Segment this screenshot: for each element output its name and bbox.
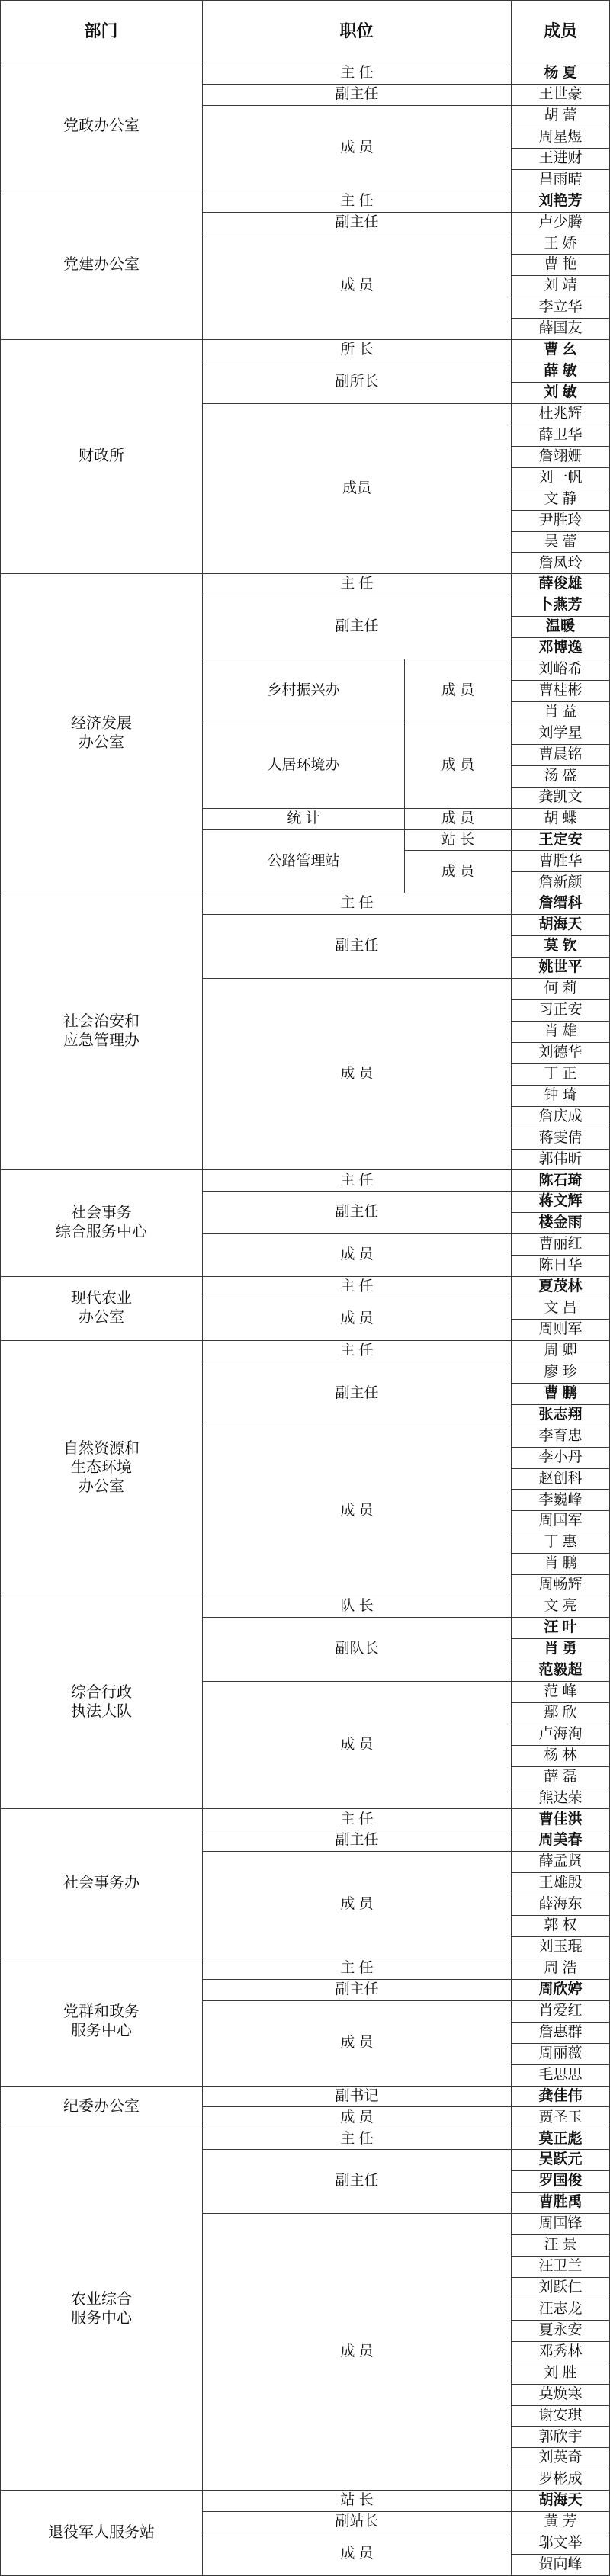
member-name: 周丽薇 bbox=[538, 2045, 583, 2061]
member-name: 李巍峰 bbox=[538, 1491, 583, 1508]
member-name: 詹庆成 bbox=[538, 1108, 583, 1124]
position-label: 副队长 bbox=[335, 1641, 379, 1657]
member-name: 王雄殷 bbox=[538, 1875, 583, 1891]
grid-line bbox=[511, 1085, 610, 1086]
member-name: 鄢 欣 bbox=[544, 1704, 577, 1721]
member-name: 邓秀林 bbox=[538, 2343, 583, 2359]
grid-line bbox=[511, 1383, 610, 1384]
member-name: 胡海天 bbox=[538, 2492, 583, 2509]
member-name: 曹 幺 bbox=[544, 342, 577, 358]
grid-line bbox=[511, 382, 610, 383]
grid-line bbox=[511, 2426, 610, 2427]
member-name: 杨 林 bbox=[544, 1747, 577, 1763]
member-name: 龚凯文 bbox=[538, 788, 583, 805]
grid-line bbox=[511, 1042, 610, 1043]
grid-line bbox=[511, 2320, 610, 2321]
position-label: 副站长 bbox=[335, 2513, 379, 2530]
position-label: 人居环境办 bbox=[267, 756, 340, 773]
position-label: 主 任 bbox=[340, 1172, 374, 1189]
grid-line bbox=[511, 957, 610, 958]
member-name: 周国军 bbox=[538, 1513, 583, 1529]
member-name: 习正安 bbox=[538, 1002, 583, 1019]
position-label: 成 员 bbox=[340, 1065, 374, 1082]
member-name: 姚世平 bbox=[538, 959, 583, 976]
member-name: 丁 惠 bbox=[544, 1534, 577, 1551]
member-name: 刘玉琨 bbox=[538, 1939, 583, 1955]
member-name: 詹凤玲 bbox=[538, 554, 583, 571]
member-name: 胡 蝶 bbox=[544, 810, 577, 826]
member-name: 汤 盛 bbox=[544, 767, 577, 784]
position-label: 成 员 bbox=[340, 1502, 374, 1519]
member-name: 吴 蕾 bbox=[544, 533, 577, 550]
grid-line bbox=[511, 787, 610, 788]
member-name: 陈日华 bbox=[538, 1257, 583, 1274]
grid-line bbox=[511, 1149, 610, 1150]
grid-line bbox=[202, 808, 610, 809]
member-name: 王定安 bbox=[538, 831, 583, 848]
member-name: 薛孟贤 bbox=[538, 1853, 583, 1870]
position-label: 成 员 bbox=[340, 277, 374, 294]
member-name: 曹佳洪 bbox=[538, 1811, 583, 1827]
member-name: 曹晨铭 bbox=[538, 746, 583, 762]
position-label: 主 任 bbox=[340, 65, 374, 82]
position-label: 站 长 bbox=[340, 2492, 374, 2509]
department-name: 社会事务 综合服务中心 bbox=[56, 1205, 147, 1241]
member-name: 廖 珍 bbox=[544, 1363, 577, 1380]
member-name: 汪志龙 bbox=[538, 2300, 583, 2317]
position-label: 副主任 bbox=[335, 1981, 379, 1997]
member-name: 郭伟昕 bbox=[538, 1150, 583, 1167]
member-name: 邬文举 bbox=[538, 2535, 583, 2552]
member-name: 范 峰 bbox=[544, 1683, 577, 1699]
member-name: 黄 芳 bbox=[544, 2513, 577, 2530]
member-name: 赵创科 bbox=[538, 1470, 583, 1487]
grid-line bbox=[202, 2511, 610, 2512]
position-label: 副主任 bbox=[335, 1832, 379, 1849]
department-name: 党群和政务 服务中心 bbox=[63, 2003, 140, 2039]
position-label: 成 员 bbox=[340, 2546, 374, 2562]
grid-line bbox=[511, 275, 610, 276]
grid-line bbox=[511, 1255, 610, 1256]
grid-line bbox=[202, 914, 610, 915]
member-name: 张志翔 bbox=[538, 1406, 583, 1423]
department-name: 现代农业 办公室 bbox=[71, 1290, 132, 1326]
position-label: 成 员 bbox=[340, 2343, 374, 2359]
grid-line bbox=[202, 2106, 610, 2107]
member-name: 薛 敏 bbox=[544, 363, 577, 380]
department-name: 经济发展 办公室 bbox=[71, 714, 132, 751]
member-name: 胡 蕾 bbox=[544, 107, 577, 124]
member-name: 刘峪希 bbox=[538, 661, 583, 678]
header-department: 部门 bbox=[84, 21, 118, 41]
position-label: 副主任 bbox=[335, 2173, 379, 2189]
member-name: 肖爱红 bbox=[538, 2002, 583, 2019]
position-label: 副书记 bbox=[335, 2087, 379, 2104]
position-label: 副主任 bbox=[335, 938, 379, 954]
member-name: 周 卿 bbox=[544, 1343, 577, 1359]
grid-line bbox=[202, 212, 610, 213]
department-name: 党政办公室 bbox=[63, 117, 140, 135]
position-label: 副所长 bbox=[335, 374, 379, 390]
member-name: 薛 磊 bbox=[544, 1768, 577, 1785]
grid-line bbox=[202, 978, 610, 979]
department-name: 自然资源和 生态环境 办公室 bbox=[63, 1440, 140, 1495]
member-name: 夏茂林 bbox=[538, 1278, 583, 1295]
grid-line bbox=[511, 467, 610, 468]
grid-line bbox=[511, 1063, 610, 1064]
member-name: 贺向峰 bbox=[538, 2556, 583, 2573]
position-label: 副主任 bbox=[335, 213, 379, 230]
grid-line bbox=[511, 1404, 610, 1405]
position-label: 副主任 bbox=[335, 1384, 379, 1401]
position-label: 主 任 bbox=[340, 192, 374, 209]
member-name: 昌雨晴 bbox=[538, 171, 583, 188]
position-label: 主 任 bbox=[340, 2130, 374, 2147]
position-label: 主 任 bbox=[340, 1343, 374, 1359]
member-name: 周则军 bbox=[538, 1321, 583, 1338]
member-name: 范毅超 bbox=[538, 1661, 583, 1678]
member-name: 周星煜 bbox=[538, 128, 583, 145]
grid-line bbox=[511, 744, 610, 745]
grid-line bbox=[511, 1574, 610, 1575]
member-name: 邓博逸 bbox=[538, 640, 583, 656]
member-name: 曹胜华 bbox=[538, 852, 583, 869]
grid-line bbox=[511, 2341, 610, 2342]
department-name: 农业综合 服务中心 bbox=[71, 2290, 132, 2327]
member-name: 汪 景 bbox=[544, 2237, 577, 2254]
grid-line bbox=[511, 318, 610, 319]
member-name: 李小丹 bbox=[538, 1448, 583, 1465]
grid-line bbox=[511, 2277, 610, 2278]
grid-line bbox=[511, 1638, 610, 1639]
department-name: 纪委办公室 bbox=[63, 2097, 140, 2115]
department-name: 党建办公室 bbox=[63, 255, 140, 273]
member-name: 周美春 bbox=[538, 1832, 583, 1849]
grid-line bbox=[202, 1979, 610, 1980]
grid-line bbox=[511, 552, 610, 553]
member-name: 刘跃仁 bbox=[538, 2279, 583, 2296]
member-name: 薛俊雄 bbox=[538, 576, 583, 592]
grid-line bbox=[511, 701, 610, 702]
member-name: 汪卫兰 bbox=[538, 2258, 583, 2275]
position-label: 统 计 bbox=[287, 810, 320, 826]
position-label: 主 任 bbox=[340, 1278, 374, 1295]
member-name: 陈石琦 bbox=[538, 1172, 583, 1189]
member-name: 肖 鹏 bbox=[544, 1555, 577, 1572]
member-name: 薛国友 bbox=[538, 320, 583, 337]
grid-line bbox=[511, 169, 610, 170]
member-name: 莫 钦 bbox=[544, 938, 577, 954]
position-label: 主 任 bbox=[340, 1811, 374, 1827]
grid-line bbox=[511, 1021, 610, 1022]
member-name: 莫焕寒 bbox=[538, 2385, 583, 2402]
grid-line bbox=[511, 1936, 610, 1937]
grid-line bbox=[202, 1851, 610, 1852]
sub-position-label: 成 员 bbox=[441, 810, 475, 826]
department-name: 综合行政 执法大队 bbox=[71, 1683, 132, 1720]
sub-position-label: 成 员 bbox=[441, 863, 475, 880]
position-label: 成 员 bbox=[340, 1736, 374, 1753]
member-name: 毛思思 bbox=[538, 2066, 583, 2083]
position-label: 公路管理站 bbox=[267, 852, 340, 869]
member-name: 卜燕芳 bbox=[538, 597, 583, 614]
member-name: 杜兆辉 bbox=[538, 405, 583, 422]
grid-line bbox=[511, 999, 610, 1000]
position-label: 副主任 bbox=[335, 1204, 379, 1221]
position-label: 成 员 bbox=[340, 1896, 374, 1913]
member-name: 谢安琪 bbox=[538, 2407, 583, 2424]
position-label: 成 员 bbox=[340, 2034, 374, 2051]
member-name: 钟 琦 bbox=[544, 1086, 577, 1103]
grid-line bbox=[511, 254, 610, 255]
grid-line bbox=[202, 2000, 610, 2001]
grid-line bbox=[511, 2234, 610, 2235]
grid-line bbox=[511, 1212, 610, 1213]
grid-line bbox=[511, 1447, 610, 1448]
grid-line bbox=[202, 1233, 610, 1234]
grid-line bbox=[511, 148, 610, 149]
member-name: 刘艳芳 bbox=[538, 192, 583, 209]
grid-line bbox=[511, 2384, 610, 2385]
member-name: 周畅辉 bbox=[538, 1577, 583, 1593]
member-name: 杨 夏 bbox=[544, 65, 577, 82]
grid-line bbox=[511, 1489, 610, 1490]
grid-line bbox=[511, 871, 610, 872]
grid-line bbox=[511, 1106, 610, 1107]
member-name: 王 娇 bbox=[544, 235, 577, 252]
member-name: 罗彬成 bbox=[538, 2471, 583, 2488]
grid-line bbox=[511, 2554, 610, 2555]
member-name: 刘英奇 bbox=[538, 2449, 583, 2466]
position-label: 主 任 bbox=[340, 1960, 374, 1977]
member-name: 熊达荣 bbox=[538, 1789, 583, 1806]
header-position: 职位 bbox=[339, 21, 374, 41]
member-name: 龚佳伟 bbox=[538, 2087, 583, 2104]
grid-line bbox=[511, 1702, 610, 1703]
grid-line bbox=[511, 2064, 610, 2065]
grid-line bbox=[511, 680, 610, 681]
member-name: 郭 权 bbox=[544, 1917, 577, 1934]
member-name: 刘 靖 bbox=[544, 277, 577, 294]
member-name: 詹惠群 bbox=[538, 2023, 583, 2040]
grid-line bbox=[202, 105, 610, 106]
grid-line bbox=[511, 1319, 610, 1320]
sub-position-label: 成 员 bbox=[441, 682, 475, 699]
member-name: 薛卫华 bbox=[538, 426, 583, 443]
member-name: 文 静 bbox=[544, 490, 577, 507]
position-label: 副主任 bbox=[335, 618, 379, 635]
member-name: 蒋雯倩 bbox=[538, 1129, 583, 1146]
member-name: 刘 胜 bbox=[544, 2364, 577, 2381]
member-name: 汪 叶 bbox=[544, 1619, 577, 1636]
position-label: 成 员 bbox=[340, 139, 374, 156]
grid-line bbox=[202, 2213, 610, 2214]
grid-line bbox=[511, 2192, 610, 2193]
grid-line bbox=[511, 765, 610, 766]
grid-line bbox=[202, 403, 610, 404]
member-name: 王进财 bbox=[538, 149, 583, 166]
member-name: 贾圣玉 bbox=[538, 2109, 583, 2125]
member-name: 蒋文辉 bbox=[538, 1193, 583, 1210]
grid-line bbox=[511, 531, 610, 532]
member-name: 楼金雨 bbox=[538, 1214, 583, 1231]
grid-line bbox=[202, 829, 610, 830]
member-name: 肖 雄 bbox=[544, 1023, 577, 1040]
member-name: 刘德华 bbox=[538, 1044, 583, 1060]
grid-line bbox=[202, 2149, 610, 2150]
grid-line bbox=[511, 1766, 610, 1767]
header-member: 成员 bbox=[543, 21, 577, 41]
member-name: 王世豪 bbox=[538, 86, 583, 102]
member-name: 刘学星 bbox=[538, 724, 583, 741]
member-name: 詹缙科 bbox=[538, 895, 583, 912]
member-name: 夏永安 bbox=[538, 2321, 583, 2338]
member-name: 李育忠 bbox=[538, 1427, 583, 1444]
member-name: 詹新颜 bbox=[538, 874, 583, 890]
member-name: 文 昌 bbox=[544, 1300, 577, 1317]
department-name: 社会事务办 bbox=[63, 1874, 140, 1891]
member-name: 曹丽红 bbox=[538, 1236, 583, 1253]
position-label: 成员 bbox=[342, 480, 371, 496]
member-name: 曹 鹏 bbox=[544, 1384, 577, 1401]
position-label: 副主任 bbox=[335, 86, 379, 102]
department-name: 退役军人服务站 bbox=[48, 2523, 155, 2541]
grid-line bbox=[0, 0, 610, 1]
member-name: 丁 正 bbox=[544, 1065, 577, 1082]
member-name: 刘一帆 bbox=[538, 469, 583, 486]
grid-line bbox=[511, 2405, 610, 2406]
member-name: 温暖 bbox=[545, 618, 575, 635]
member-name: 郭欣宇 bbox=[538, 2428, 583, 2445]
position-label: 成 员 bbox=[340, 1246, 374, 1263]
member-name: 何 莉 bbox=[544, 980, 577, 997]
member-name: 吴跃元 bbox=[538, 2151, 583, 2168]
member-name: 周欣婷 bbox=[538, 1981, 583, 1997]
member-name: 文 亮 bbox=[544, 1598, 577, 1615]
grid-line bbox=[511, 2022, 610, 2023]
grid-line bbox=[202, 1191, 610, 1192]
department-name: 社会治安和 应急管理办 bbox=[63, 1012, 140, 1049]
position-label: 主 任 bbox=[340, 576, 374, 592]
grid-line bbox=[511, 446, 610, 447]
member-name: 肖 益 bbox=[544, 704, 577, 720]
position-label: 所 长 bbox=[340, 342, 374, 358]
grid-line bbox=[511, 2170, 610, 2171]
member-name: 刘 敏 bbox=[544, 384, 577, 401]
grid-line bbox=[202, 1617, 610, 1618]
member-name: 周 浩 bbox=[544, 1960, 577, 1977]
member-name: 罗国俊 bbox=[538, 2173, 583, 2189]
department-name: 财政所 bbox=[79, 448, 124, 465]
grid-line bbox=[202, 1681, 610, 1682]
member-name: 尹胜玲 bbox=[538, 512, 583, 528]
member-name: 卢海洵 bbox=[538, 1725, 583, 1742]
grid-line bbox=[511, 1915, 610, 1916]
grid-line bbox=[511, 1510, 610, 1511]
member-name: 肖 勇 bbox=[544, 1641, 577, 1657]
grid-line bbox=[511, 1468, 610, 1469]
grid-line bbox=[202, 84, 610, 85]
position-label: 主 任 bbox=[340, 895, 374, 912]
member-name: 卢少腾 bbox=[538, 213, 583, 230]
member-name: 曹胜禹 bbox=[538, 2194, 583, 2211]
grid-line bbox=[511, 637, 610, 638]
grid-line bbox=[511, 616, 610, 617]
member-name: 薛海东 bbox=[538, 1896, 583, 1913]
member-name: 李立华 bbox=[538, 299, 583, 316]
position-label: 成 员 bbox=[340, 2109, 374, 2125]
grid-line bbox=[511, 1872, 610, 1873]
member-name: 胡海天 bbox=[538, 916, 583, 933]
grid-line bbox=[511, 1745, 610, 1746]
member-name: 詹翊姗 bbox=[538, 448, 583, 464]
grid-line bbox=[511, 935, 610, 936]
sub-position-label: 站 长 bbox=[441, 831, 475, 848]
position-label: 队 长 bbox=[340, 1598, 374, 1615]
member-name: 莫正彪 bbox=[538, 2130, 583, 2147]
member-name: 曹桂彬 bbox=[538, 682, 583, 699]
position-label: 成 员 bbox=[340, 1310, 374, 1327]
grid-line bbox=[511, 2043, 610, 2044]
member-name: 周国锋 bbox=[538, 2215, 583, 2232]
member-name: 曹 艳 bbox=[544, 256, 577, 273]
grid-line bbox=[511, 1553, 610, 1554]
grid-line bbox=[511, 2256, 610, 2257]
position-label: 乡村振兴办 bbox=[267, 682, 340, 699]
grid-line bbox=[511, 510, 610, 511]
grid-line bbox=[511, 2447, 610, 2448]
sub-position-label: 成 员 bbox=[441, 756, 475, 773]
